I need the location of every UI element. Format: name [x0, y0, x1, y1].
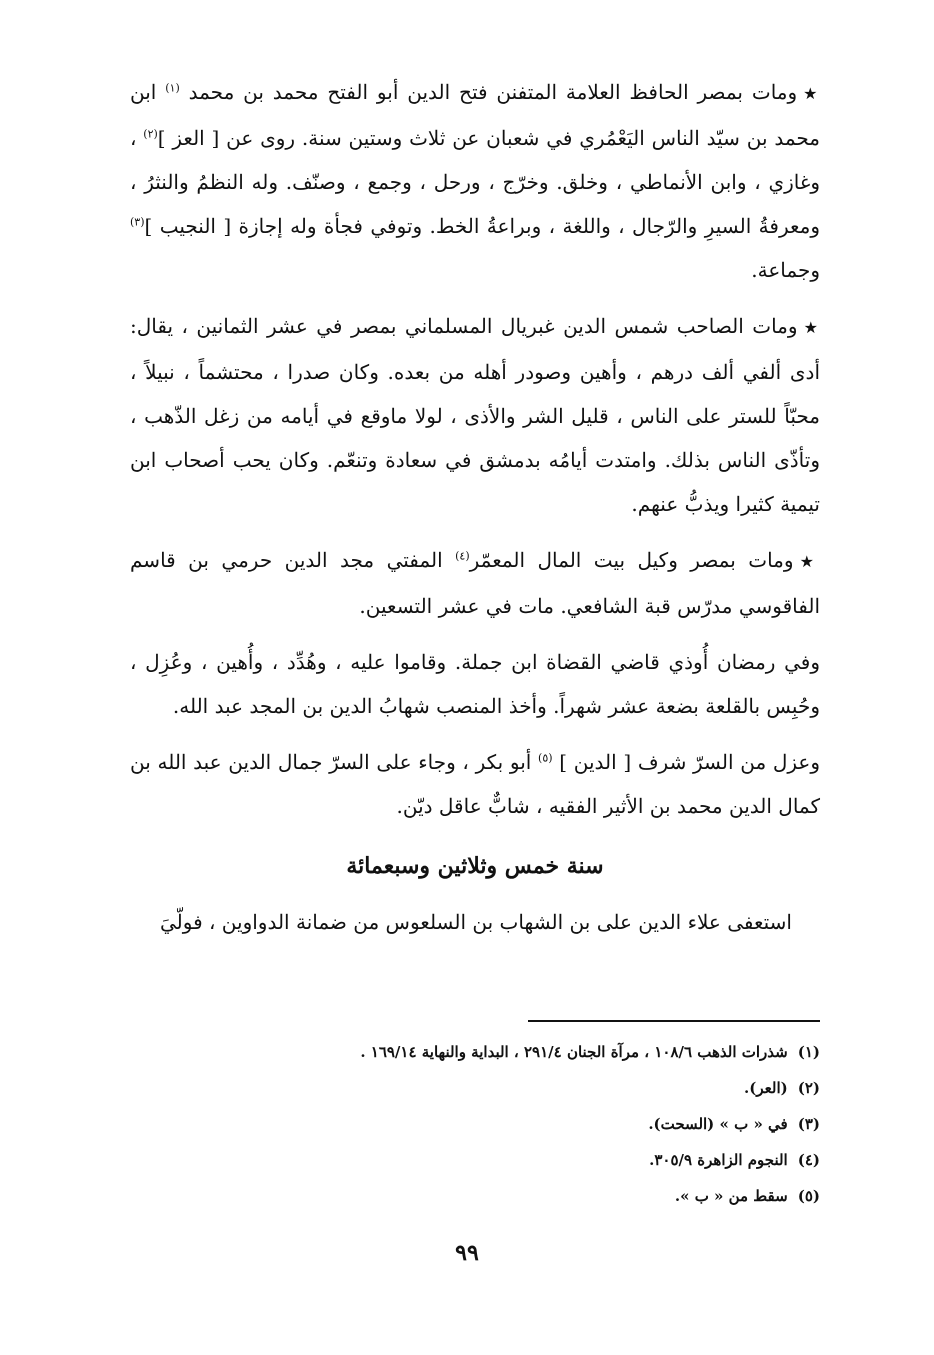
paragraph-ramadan-ibn-jumla [130, 640, 820, 728]
year-heading: سنة خمس وثلاثين وسبعمائة [346, 853, 604, 879]
paragraph-death-ghabriyal [130, 304, 820, 526]
footnote-number: (٤) [797, 1151, 820, 1169]
paragraph-text: وجماعة. [751, 258, 820, 282]
footnote-text: سقط من « ب ». [674, 1187, 788, 1205]
footnote-4 [130, 1142, 820, 1178]
footnote-text: في « ب » (السحت). [648, 1115, 788, 1133]
paragraph-text: وعزل من السرّ شرف [ الدين ] [559, 750, 820, 774]
footnote-number: (٢) [797, 1079, 820, 1097]
footnote-number: (٣) [797, 1115, 820, 1133]
footnote-ref: (٥) [538, 751, 553, 765]
footnote-text: (العر). [744, 1079, 788, 1097]
footnote-text: النجوم الزاهرة ٣٠٥/٩. [649, 1151, 788, 1169]
paragraph-ibn-al-salus [130, 900, 820, 944]
star-icon: ★ [803, 84, 821, 103]
footnotes [130, 1034, 820, 1214]
paragraph-text: وفي رمضان أُوذي قاضي القضاة ابن جملة. وقاموا عليه ، وهُدِّد ، وأُهين ، وعُزِل ، وحُبِس بالقلعة بضعة عشر شهراً. وأخذ المنصب شهابُ الدين بن المجد عبد الله. [130, 650, 820, 718]
paragraph-dismissal-sharaf-al-din [130, 740, 820, 828]
page-number: ٩٩ [455, 1240, 479, 1266]
paragraph-text: استعفى علاء الدين على بن الشهاب بن السلعوس من ضمانة الدواوين ، فولّيَ [159, 910, 792, 934]
footnote-3 [130, 1106, 820, 1142]
footnote-ref: (٣) [130, 215, 145, 229]
star-icon: ★ [803, 318, 820, 337]
footnote-2 [130, 1070, 820, 1106]
footnote-number: (٥) [797, 1187, 820, 1205]
paragraph-death-wakil-bayt-al-mal [130, 538, 820, 628]
footnote-1 [130, 1034, 820, 1070]
paragraph-text: ، وغازي ، وابن الأنماطي ، وخلق. وخرّج ، ورحل ، وجمع ، وصنّف. وله النظمُ والنثرُ ، ومعرفةُ السيرِ والرّجال ، واللغة ، وبراعةُ الخط. وتوفي فجأة وله إجازة [ النجيب ] [130, 126, 820, 238]
paragraph-text: ابن محمد بن سيّد الناس اليَعْمُري في شعبان عن ثلاث وستين سنة. روى عن [ العز ] [130, 80, 821, 150]
paragraph-text: ومات الصاحب شمس الدين غبريال المسلماني بمصر في عشر الثمانين ، يقال: أدى ألفي ألف درهم ، وأهين وصودر أهله من بعده. وكان صدرا ، محتشماً ، نبيلاً ، محبّاً للستر على الناس ، قليل الشر والأذى ، لولا ماوقع في أيامه من زغل الذّهب ، وتأذّى الناس بذلك. وامتدت أيامُه بدمشق في سعادة وتنعّم. وكان يحب أصحاب ابن تيمية كثيرا ويذبُّ عنهم. [130, 314, 820, 516]
footnote-ref: (١) [165, 81, 180, 95]
page-body [130, 70, 820, 956]
paragraph-text: المفتي مجد الدين حرمي بن قاسم الفاقوسي مدرّس قبة الشافعي. مات في عشر التسعين. [130, 548, 820, 618]
paragraph-text: أبو بكر ، وجاء على السرّ جمال الدين عبد الله بن كمال الدين محمد بن الأثير الفقيه ، شابٌّ عاقل ديّن. [130, 750, 820, 818]
footnote-ref: (٢) [143, 127, 158, 141]
footnote-text: شذرات الذهب ١٠٨/٦ ، مرآة الجنان ٢٩١/٤ ، البداية والنهاية ١٦٩/١٤ . [360, 1043, 788, 1061]
star-icon: ★ [799, 552, 820, 571]
paragraph-text: ومات بمصر الحافظ العلامة المتفنن فتح الدين أبو الفتح محمد بن محمد [188, 80, 798, 104]
footnote-ref: (٤) [455, 549, 470, 563]
footnote-5 [130, 1178, 820, 1214]
paragraph-death-ibn-sayyid-al-nas [130, 70, 820, 292]
footnote-divider [528, 1020, 820, 1022]
footnote-number: (١) [797, 1043, 820, 1061]
paragraph-text: ومات بمصر وكيل بيت المال المعمّر [469, 548, 794, 572]
